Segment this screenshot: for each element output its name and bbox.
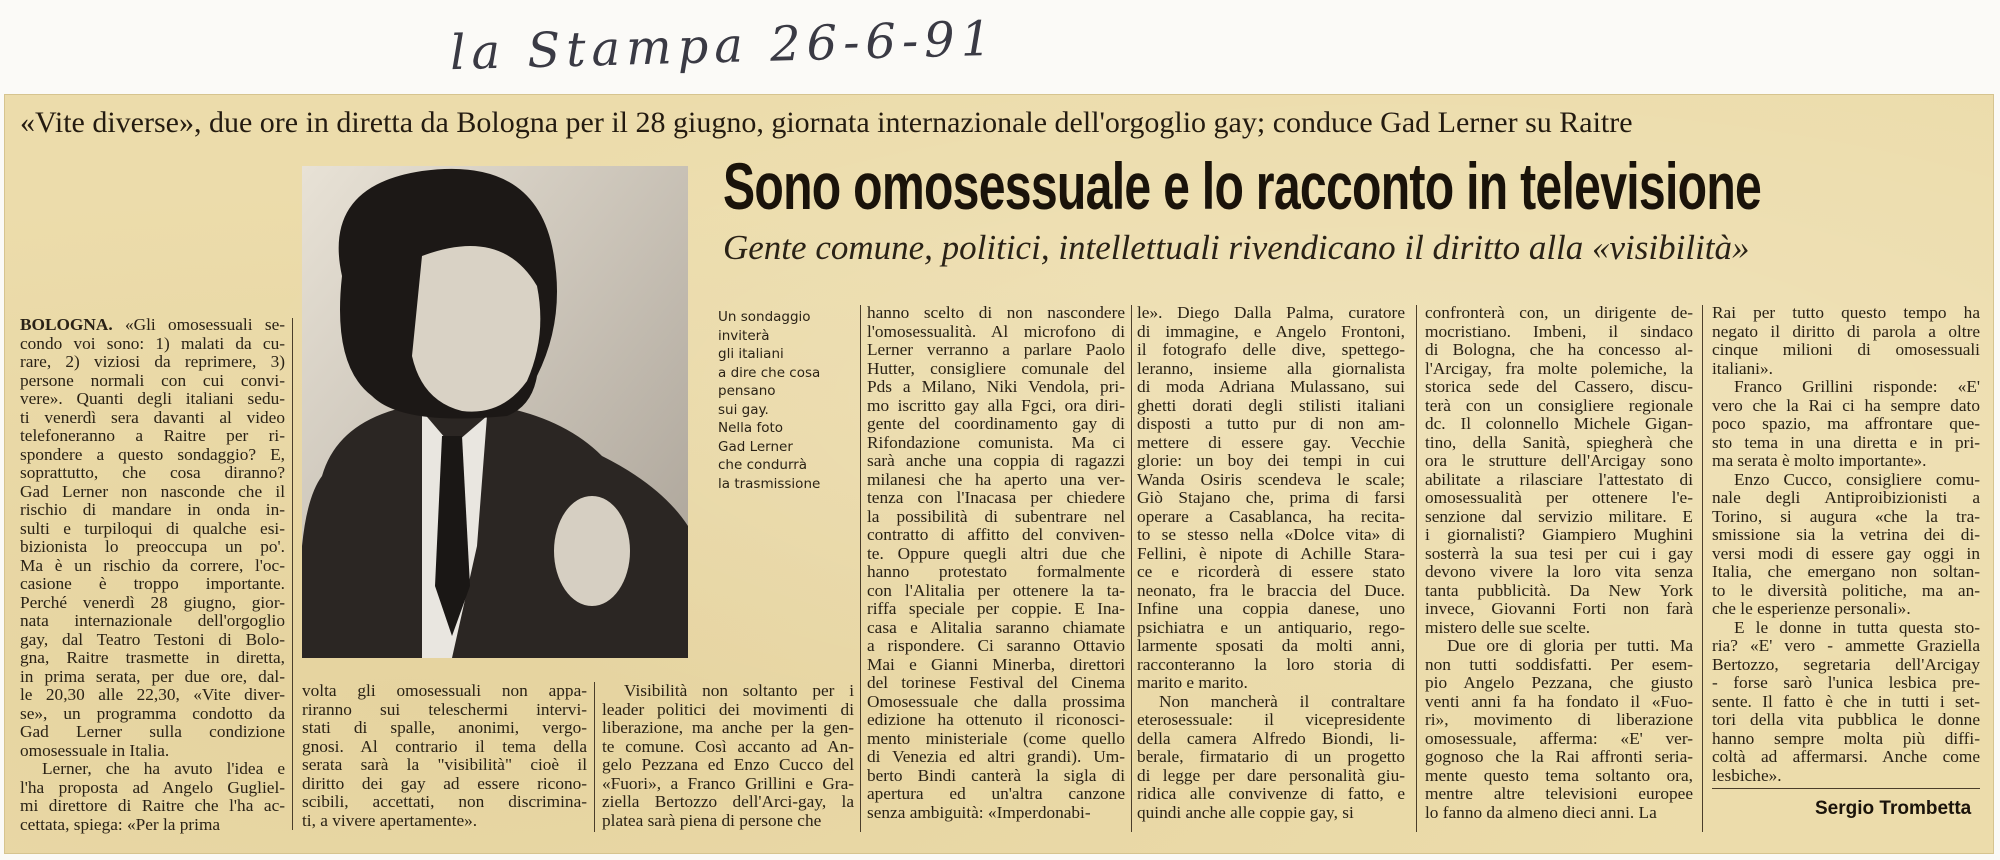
article-line: soprattutto, che cosa diranno?: [20, 464, 285, 482]
article-line: omosessuale, afferma: «E' ver-: [1425, 729, 1693, 748]
article-line: eterosessuale: il vicepresidente: [1137, 711, 1405, 729]
article-line: del torinese Festival del Cinema: [867, 674, 1125, 692]
article-line: omosessualità per ottenere l'e-: [1425, 489, 1693, 507]
article-line: stati di spalle, anonimi, vergo-: [302, 719, 587, 737]
article-column-4: [867, 304, 1125, 822]
caption-line: che condurrà: [718, 457, 808, 473]
article-text: «Gli omosessuali se-: [112, 316, 285, 334]
article-line: Torino, si augura «che la tra-: [1712, 507, 1980, 526]
caption-line: Nella foto: [718, 420, 784, 436]
article-line: Lerner verranno a parlare Paolo: [867, 341, 1125, 359]
article-line: disposti a tutto pur di non am-: [1137, 415, 1405, 433]
caption-line: gli italiani: [718, 346, 784, 362]
article-line: a rispondere. Ci saranno Ottavio: [867, 637, 1125, 655]
article-line: le 20,30 alle 22,30, «Vite diver-: [20, 686, 285, 704]
column-divider: [292, 318, 293, 830]
byline-rule: [1712, 788, 1980, 789]
article-line: to se stesso nella «Dolce vita» di: [1137, 526, 1405, 544]
article-line: te comune. Così accanto ad An-: [602, 737, 854, 756]
article-line: poco spazio, ma affrontare que-: [1712, 415, 1980, 433]
article-line: «Fuori», a Franco Grillini e Gra-: [602, 774, 854, 793]
article-line: condo voi sono: 1) malati da cu-: [20, 334, 285, 353]
article-line: senza ambiguità: «Imperdonabi-: [867, 803, 1091, 822]
article-line: neonato, fra le braccia del Duce.: [1137, 581, 1405, 600]
article-line: se», un programma condotto da: [20, 704, 285, 723]
article-line: Gad Lerner sulla condizione: [20, 723, 285, 741]
article-line: nata internazionale dell'orgoglio: [20, 612, 285, 630]
column-divider: [1131, 305, 1132, 832]
article-line: [20, 316, 285, 335]
article-line: lo fanno da almeno dieci anni. La: [1425, 803, 1657, 822]
column-divider: [1702, 305, 1703, 832]
article-line: ziella Bertozzo dell'Arci-gay, la: [602, 793, 854, 811]
column-divider: [860, 305, 861, 832]
article-line: riffa speciale per coppie. E Ina-: [867, 600, 1125, 618]
article-column-2: [302, 682, 587, 830]
article-line: gay, dal Teatro Testoni di Bolo-: [20, 630, 285, 649]
article-column-6: [1425, 304, 1693, 822]
article-line: nale degli Antiproibizionisti a: [1712, 489, 1980, 507]
caption-line: Un sondaggio: [718, 309, 811, 325]
article-line: tori della vita pubblica le donne: [1712, 711, 1980, 729]
article-line: sulti e turpiloqui di qualche esi-: [20, 519, 285, 538]
article-line: leranno, insieme alla giornalista: [1137, 359, 1405, 378]
article-line: Wanda Osiris scendeva le scale;: [1137, 470, 1405, 489]
photo-caption: [718, 308, 858, 493]
article-line: coltà ad affermarsi. Anche come: [1712, 748, 1980, 766]
article-line: Pds a Milano, Niki Vendola, pri-: [867, 378, 1125, 396]
article-line: marito e marito.: [1137, 674, 1248, 692]
article-line: - forse sarò l'unica lesbica pre-: [1712, 674, 1980, 692]
article-line: invece, Giovanni Forti non farà: [1425, 600, 1693, 618]
article-line: platea sarà piena di persone che: [602, 811, 822, 830]
article-line: tenza con l'Inacasa per chiedere: [867, 489, 1125, 507]
article-line: Infine una coppia danese, uno: [1137, 600, 1405, 618]
article-line: casione è troppo importante.: [20, 575, 285, 593]
article-line: Rifondazione comunista. Ma ci: [867, 433, 1125, 452]
article-line: lesbiche».: [1712, 766, 1782, 785]
article-line: larmente sposati da molti anni,: [1137, 637, 1405, 655]
article-line: Italia, che emergano non soltan-: [1712, 563, 1980, 581]
article-line: rare, 2) viziosi da reprimere, 3): [20, 353, 285, 371]
article-line: l'ha proposta ad Angelo Gugliel-: [20, 778, 285, 797]
article-line: tanta pubblicità. Da New York: [1425, 581, 1693, 600]
article-line: cinque milioni di omosessuali: [1712, 341, 1980, 359]
article-line: berale, firmatario di un progetto: [1137, 748, 1405, 766]
article-line: ma serata è molto importante».: [1712, 452, 1927, 470]
article-line: che le esperienze personali».: [1712, 600, 1911, 618]
article-line: non tutti soddisfatti. Per esem-: [1425, 655, 1693, 674]
kicker-line: «Vite diverse», due ore in diretta da Bologna per il 28 giugno, giornata internazionale dell'orgoglio gay; conduce Gad Lerner su Raitre: [20, 106, 1633, 139]
article-line: Due ore di gloria per tutti. Ma: [1447, 637, 1693, 655]
article-line: ora le strutture dell'Arcigay sono: [1425, 452, 1693, 470]
article-line: Non mancherà il contraltare: [1159, 692, 1405, 711]
article-line: te. Oppure quegli altri due che: [867, 544, 1125, 563]
article-line: volta gli omosessuali non appa-: [302, 682, 587, 700]
article-line: quindi anche alle coppie gay, si: [1137, 803, 1354, 822]
article-line: riranno sui teleschermi intervi-: [302, 700, 587, 719]
article-line: sarà anche una coppia di ragazzi: [867, 452, 1125, 470]
article-line: Enzo Cucco, consigliere comu-: [1734, 470, 1980, 489]
article-line: mettere di essere gay. Vecchie: [1137, 433, 1405, 452]
article-line: di Bologna, che ha concesso al-: [1425, 341, 1693, 359]
article-line: operare a Casablanca, ha recita-: [1137, 507, 1405, 526]
article-line: l'omosessualità. Al microfono di: [867, 322, 1125, 341]
article-line: mocristiano. Imbeni, il sindaco: [1425, 322, 1693, 341]
article-line: ria? «E' vero - ammette Graziella: [1712, 637, 1980, 655]
article-line: Fellini, è nipote di Achille Stara-: [1137, 544, 1405, 563]
article-line: bizionista lo preoccupa un po'.: [20, 538, 285, 556]
article-line: mente questo tema soltanto ora,: [1425, 766, 1693, 785]
byline: Sergio Trombetta: [1815, 798, 1972, 819]
article-line: apertura ed un'altra canzone: [867, 785, 1125, 803]
article-line: liberazione, ma anche per la gen-: [602, 719, 854, 737]
article-line: gnosi. Al contrario il tema della: [302, 737, 587, 756]
dateline: BOLOGNA.: [20, 316, 113, 334]
article-line: Perché venerdì 28 giugno, gior-: [20, 593, 285, 612]
article-line: serata sarà la "visibilità" cioè il: [302, 756, 587, 774]
article-line: Gad Lerner non nasconde che il: [20, 482, 285, 501]
article-line: scibili, accettati, non discrimina-: [302, 793, 587, 811]
article-line: devono vivere la loro vita senza: [1425, 563, 1693, 581]
article-line: Lerner, che ha avuto l'idea e: [42, 760, 285, 778]
article-line: smissione sia la vetrina dei di-: [1712, 526, 1980, 544]
article-line: ti venerdì sera davanti al video: [20, 408, 285, 427]
headline: Sono omosessuale e lo racconto in televisione: [723, 149, 1762, 223]
article-line: versi modi di essere gay oggi in: [1712, 544, 1980, 563]
column-divider: [1416, 305, 1417, 832]
caption-line: inviterà: [718, 327, 770, 344]
article-line: telefoneranno a Raitre per ri-: [20, 427, 285, 445]
article-line: mistero delle sue scelte.: [1425, 618, 1591, 637]
article-line: glorie: un boy dei tempi in cui: [1137, 452, 1405, 470]
article-line: Ma è un rischio da correre, l'oc-: [20, 556, 285, 575]
article-line: le». Diego Dalla Palma, curatore: [1137, 304, 1405, 322]
article-line: ce e ricorderà di essere stato: [1137, 563, 1405, 581]
article-line: psichiatra e un antiquario, rego-: [1137, 618, 1405, 637]
article-line: hanno sempre molta più diffi-: [1712, 729, 1980, 748]
article-line: gente del coordinamento gay di: [867, 415, 1125, 433]
caption-line: a dire che cosa: [718, 364, 821, 381]
article-line: il fotografo delle dive, spettego-: [1137, 341, 1405, 359]
article-line: gelo Pezzana ed Enzo Cucco del: [602, 756, 854, 774]
article-line: leader politici dei movimenti di: [602, 700, 854, 719]
article-line: senzione dal servizio militare. E: [1425, 507, 1693, 526]
article-line: tino, della Sanità, spiegherà che: [1425, 433, 1693, 452]
article-line: sente. Il fatto è che in tutti i set-: [1712, 692, 1980, 711]
article-line: di moda Adriana Mulassano, sui: [1137, 378, 1405, 396]
article-line: casa e Alitalia saranno chiamate: [867, 618, 1125, 637]
article-line: rischio di mandare in onda in-: [20, 501, 285, 519]
article-line: la possibilità di subentrare nel: [867, 507, 1125, 526]
article-line: contratto di affitto del conviven-: [867, 526, 1125, 544]
article-line: i giornalisti? Giampiero Mughini: [1425, 526, 1693, 544]
article-line: gognoso che la Rai affronti seria-: [1425, 748, 1693, 766]
article-line: vere». Quanti degli italiani sedu-: [20, 390, 285, 408]
article-line: di Venezia ed altri grandi). Um-: [867, 748, 1125, 766]
article-line: confronterà con, un dirigente de-: [1425, 304, 1693, 322]
article-line: ridica alle convivenze di fatto, e: [1137, 785, 1405, 803]
article-line: Bertozzo, segretaria dell'Arcigay: [1712, 655, 1980, 674]
article-line: vero che la Rai ci ha sempre dato: [1712, 396, 1980, 415]
article-line: Franco Grillini risponde: «E': [1734, 378, 1980, 396]
photo-gad-lerner: [302, 166, 688, 658]
article-line: spondere a questo sondaggio? E,: [20, 445, 285, 464]
article-line: Visibilità non soltanto per i: [624, 682, 854, 700]
article-line: pio Angelo Pezzana, che giusto: [1425, 674, 1693, 692]
article-line: E le donne in tutta questa sto-: [1734, 618, 1980, 637]
article-line: edizione ha ottenuto il riconosci-: [867, 711, 1125, 729]
article-line: dc. Il colonnello Michele Gigan-: [1425, 415, 1693, 433]
caption-line: la trasmissione: [718, 475, 821, 492]
article-line: con l'Alitalia per ottenere la ta-: [867, 581, 1125, 600]
article-line: diritto dei gay ad essere ricono-: [302, 774, 587, 793]
article-line: ghetti dorati degli stilisti italiani: [1137, 396, 1405, 415]
article-line: persone normali con cui convi-: [20, 371, 285, 390]
article-column-1: [20, 316, 285, 834]
article-line: italiani».: [1712, 359, 1773, 378]
article-column-3: [602, 682, 854, 830]
article-line: milanesi che ha aperto una ver-: [867, 470, 1125, 489]
article-line: l'Arcigay, fra molte polemiche, la: [1425, 359, 1693, 378]
article-line: Giò Stajano che, prima di farsi: [1137, 489, 1405, 507]
article-line: abilitate a rilasciare l'attestato di: [1425, 470, 1693, 489]
article-line: di legge per dare personalità giu-: [1137, 766, 1405, 785]
caption-line: pensano: [718, 383, 776, 399]
article-line: della camera Alfredo Biondi, li-: [1137, 729, 1405, 748]
article-line: sto tema in una diretta e in pri-: [1712, 433, 1980, 452]
article-column-7: [1712, 304, 1980, 785]
article-line: terà con un consigliere regionale: [1425, 396, 1693, 415]
caption-line: sui gay.: [718, 401, 769, 418]
column-divider: [594, 682, 595, 832]
article-line: to le diversità politiche, ma an-: [1712, 581, 1980, 600]
caption-line: Gad Lerner: [718, 438, 793, 455]
article-line: Hutter, consigliere comunale del: [867, 359, 1125, 378]
article-line: storica sede del Cassero, discu-: [1425, 378, 1693, 396]
article-line: mento ministeriale (come quello: [867, 729, 1125, 748]
article-line: ti, a vivere apertamente».: [302, 811, 478, 830]
article-line: in prima serata, per due ore, dal-: [20, 667, 285, 686]
handwritten-source-annotation: la Stampa 26-6-91: [449, 10, 998, 82]
article-line: mentre altre televisioni europee: [1425, 785, 1693, 803]
article-line: negato il diritto di parola a oltre: [1712, 322, 1980, 341]
article-line: Rai per tutto questo tempo ha: [1712, 304, 1980, 322]
article-line: di immagine, e Angelo Frontoni,: [1137, 322, 1405, 341]
article-line: omosessuale in Italia.: [20, 741, 170, 760]
article-line: hanno scelto di non nascondere: [867, 304, 1125, 322]
article-line: venti anni fa ha fondato il «Fuo-: [1425, 692, 1693, 711]
article-line: berto Bindi canterà la sigla di: [867, 766, 1125, 785]
article-line: ri», movimento di liberazione: [1425, 711, 1693, 729]
article-line: gna, Raitre trasmette in diretta,: [20, 649, 285, 667]
article-column-5: [1137, 304, 1405, 822]
article-line: racconteranno la loro storia di: [1137, 655, 1405, 674]
article-line: Mai e Gianni Minerba, direttori: [867, 655, 1125, 674]
article-line: sosterrà la sua tesi per cui i gay: [1425, 544, 1693, 563]
article-line: Omosessuale che dalla prossima: [867, 692, 1125, 711]
article-line: hanno protestato formalmente: [867, 563, 1125, 581]
article-line: mo iscritto gay alla Fgci, ora diri-: [867, 396, 1125, 415]
article-line: cettata, spiega: «Per la prima: [20, 815, 221, 834]
article-line: mi direttore di Raitre che l'ha ac-: [20, 797, 285, 815]
subtitle: Gente comune, politici, intellettuali rivendicano il diritto alla «visibilità»: [723, 228, 1750, 267]
